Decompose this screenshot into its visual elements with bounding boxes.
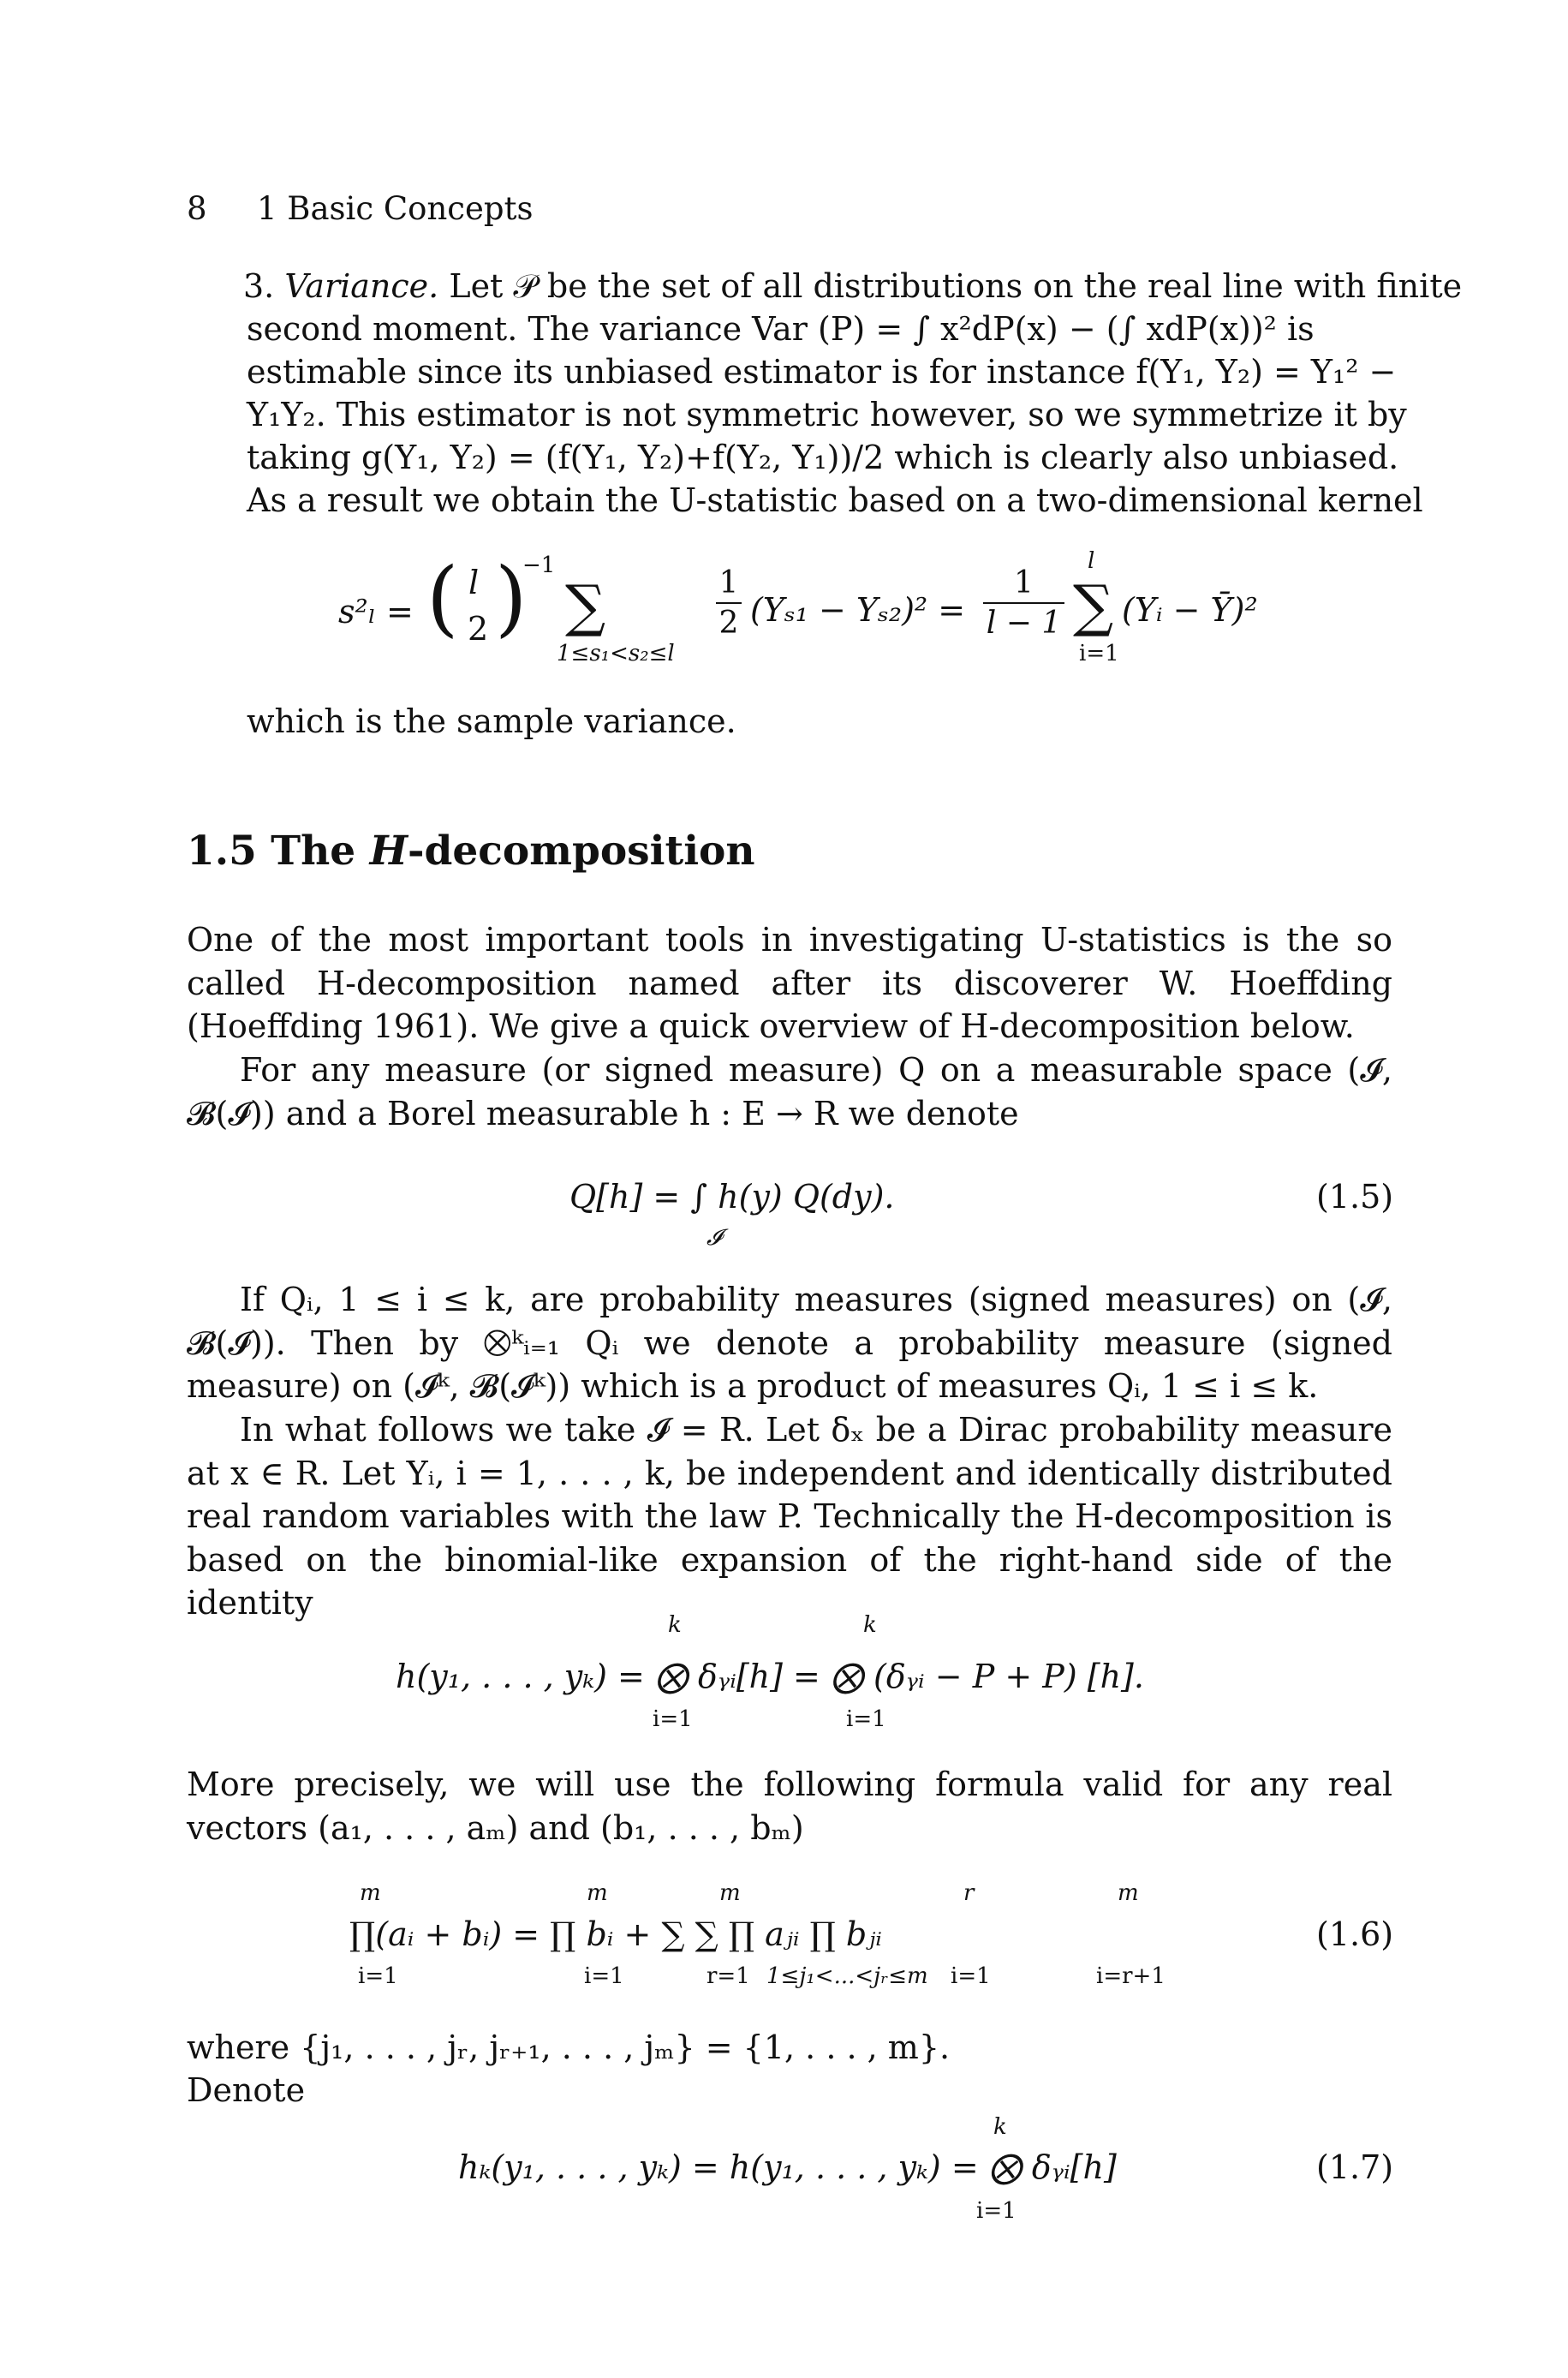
identity-top-2: k [863,1612,877,1638]
paragraph-1: One of the most important tools in investigating U-statistics is the so called H-decomposition named after its discoverer W. Hoeffding (Hoeffding 1961). We give a quick overview of H-decomposition below. [187,921,1392,1045]
sv-lhs: s²ₗ = [338,593,414,630]
eq16-body: ∏(aᵢ + bᵢ) = ∏ bᵢ + ∑ ∑ ∏ aⱼᵢ ∏ bⱼᵢ [349,1915,882,1953]
eq17-top: k [993,2114,1007,2140]
eq16-top-4: r [963,1880,975,1906]
item3-line6: As a result we obtain the U-statistic based on a two-dimensional kernel [247,481,1423,519]
identity-bottom-2: i=1 [846,1706,886,1732]
eq16-bottom-2: i=1 [584,1963,624,1989]
equation-1-5: Q[h] = ∫ h(y) Q(dy). [569,1178,895,1216]
frac1-num: 1 [718,565,739,600]
equation-1-5-subscript: 𝓘 [706,1225,722,1251]
eq16-bottom-5: i=1 [951,1963,991,1989]
item3-line5: taking g(Y₁, Y₂) = (f(Y₁, Y₂)+f(Y₂, Y₁))/2 which is clearly also unbiased. [247,439,1399,476]
frac1-den: 2 [718,606,739,641]
item3-line2: second moment. The variance Var (P) = ∫ x²dP(x) − (∫ xdP(x))² is [247,310,1315,348]
item3-title: Variance. [284,267,439,305]
item3-text: Let 𝒫 be the set of all distributions on the real line with finite [438,267,1463,305]
section-title-post: -decomposition [408,828,755,875]
sum2-top: l [1088,548,1095,574]
running-head: 1 Basic Concepts [257,190,534,227]
item3-number: 3. [243,267,285,305]
frac1-bar [716,602,742,604]
eq16-bottom-6: i=r+1 [1096,1963,1166,1989]
sum-sign-1: ∑ [565,573,606,639]
equation-number-1-6: (1.6) [1316,1915,1394,1953]
item3-after: which is the sample variance. [247,702,736,740]
section-number: 1.5 [187,828,257,875]
eq16-top-3: m [719,1880,741,1906]
binom-top: l [468,564,480,601]
frac2-bar [983,602,1064,604]
sum-sign-2: ∑ [1073,573,1114,639]
page-number: 8 [187,190,207,227]
identity-body: h(y₁, . . . , yₖ) = ⨂ δᵧᵢ[h] = ⨂ (δᵧᵢ − P + P) [h]. [396,1658,1144,1695]
eq16-top-2: m [587,1880,608,1906]
paragraph-3: If Qᵢ, 1 ≤ i ≤ k, are probability measures (signed measures) on (𝓘, 𝓑(𝓘)). Then by ⨂ᵏᵢ₌₁ Qᵢ we denote a probability measure (signed measure) on (𝓘ᵏ, 𝓑(𝓘ᵏ)) which is a product of measures Qᵢ, 1 ≤ i ≤ k. [187,1281,1392,1405]
item3-line3: estimable since its unbiased estimator is for instance f(Y₁, Y₂) = Y₁² − [247,353,1397,391]
paragraph-6b: Denote [187,2071,306,2109]
eq16-top-1: m [360,1880,381,1906]
item3-line4: Y₁Y₂. This estimator is not symmetric however, so we symmetrize it by [247,396,1407,433]
binom-right-paren: ) [495,550,528,646]
sum1-limits: 1≤s₁<s₂≤l [557,641,675,666]
sv-term1: (Yₛ₁ − Yₛ₂)² = [750,591,966,629]
paragraph-4: In what follows we take 𝓘 = R. Let δₓ be a Dirac probability measure at x ∈ R. Let Yᵢ, i = 1, . . . , k, be independent and identically distributed real random variables with the law P. Technically the H-decomposition is based on the binomial-like expansion of the right-hand side of the identity [187,1411,1392,1622]
paragraph-6a: where {j₁, . . . , jᵣ, jᵣ₊₁, . . . , jₘ} = {1, . . . , m}. [187,2028,951,2066]
section-heading [187,828,755,875]
item3-line1 [243,267,1462,306]
eq16-bottom-4: 1≤j₁<...<jᵣ≤m [766,1963,928,1989]
equation-number-1-7: (1.7) [1316,2148,1394,2186]
equation-number-1-5: (1.5) [1316,1178,1394,1216]
identity-bottom-1: i=1 [653,1706,693,1732]
frac2-num: 1 [1014,565,1034,600]
paragraph-2: For any measure (or signed measure) Q on a measurable space (𝓘, 𝓑(𝓘)) and a Borel measurable h : E → R we denote [187,1051,1392,1132]
sv-term2: (Yᵢ − Ȳ)² [1122,591,1258,629]
eq17-body: hₖ(y₁, . . . , yₖ) = h(y₁, . . . , yₖ) = ⨂ δᵧᵢ[h] [458,2148,1117,2186]
identity-top-1: k [668,1612,682,1638]
eq16-top-5: m [1118,1880,1139,1906]
binom-bottom: 2 [468,610,489,648]
section-title-italic: H [369,828,408,875]
section-title-pre: The [271,828,370,875]
binom-left-paren: ( [426,550,459,646]
eq16-bottom-1: i=1 [358,1963,398,1989]
frac2-den: l − 1 [986,606,1062,641]
paragraph-5: More precisely, we will use the following formula valid for any real vectors (a₁, . . . , aₘ) and (b₁, . . . , bₘ) [187,1766,1392,1847]
sum2-bottom: i=1 [1079,641,1119,666]
eq17-bottom: i=1 [976,2198,1017,2224]
binom-power: −1 [522,553,556,578]
eq16-bottom-3: r=1 [706,1963,750,1989]
